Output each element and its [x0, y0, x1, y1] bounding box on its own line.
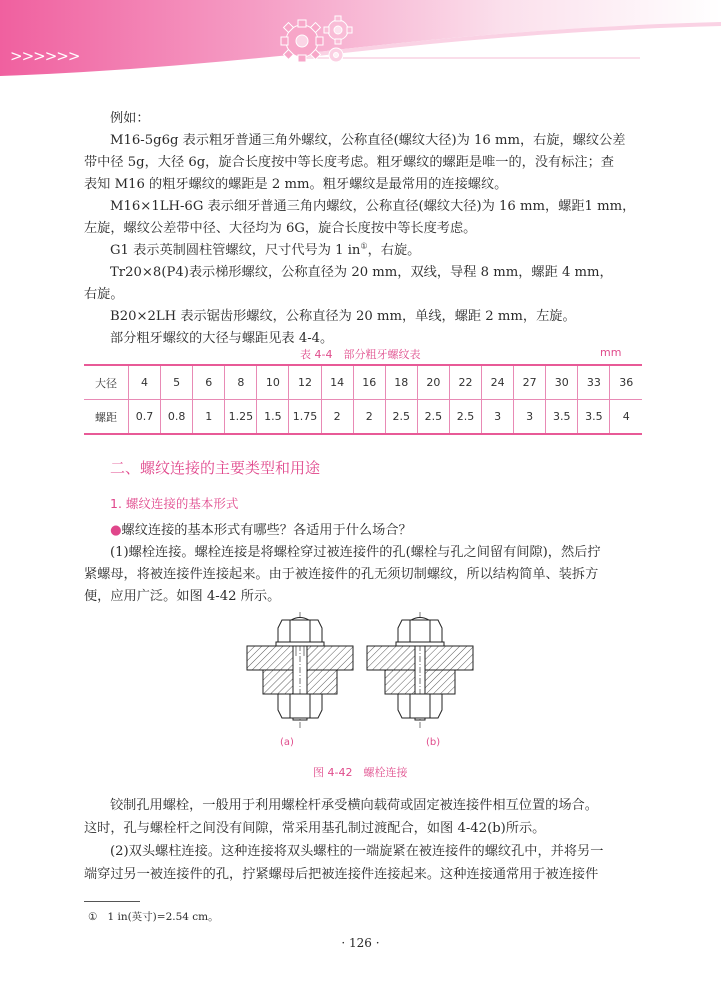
bolt-connection-drawing [245, 606, 475, 730]
table-cell: 2 [321, 400, 353, 435]
gear-icon [281, 20, 323, 62]
section-heading: 二、螺纹连接的主要类型和用途 [110, 459, 321, 477]
table-cell: 3.5 [578, 400, 610, 435]
table-cell: 18 [385, 365, 417, 400]
footnote-ref: ① [360, 241, 368, 251]
paragraph: 紧螺母，将被连接件连接起来。由于被连接件的孔无须切制螺纹，所以结构简单、装拆方 [84, 567, 599, 582]
table-cell: 16 [353, 365, 385, 400]
paragraph: 带中径 5g，大径 6g，旋合长度按中等长度考虑。粗牙螺纹的螺距是唯一的，没有标注；查 [84, 155, 614, 170]
paragraph: B20×2LH 表示锯齿形螺纹，公称直径为 20 mm，单线，螺距 2 mm，左旋。 [110, 309, 576, 324]
text-span: 螺纹连接的基本形式有哪些？各适用于什么场合？ [121, 523, 412, 538]
table-unit: mm [600, 346, 622, 359]
figure-label-a: (a) [280, 737, 294, 748]
footnote-divider [84, 901, 140, 902]
figure-label-b: (b) [426, 737, 441, 748]
subsection-heading: 1. 螺纹连接的基本形式 [110, 496, 239, 511]
paragraph: 端穿过另一被连接件的孔，拧紧螺母后把被连接件连接起来。这种连接通常用于被连接件 [84, 867, 599, 882]
paragraph: M16-5g6g 表示粗牙普通三角外螺纹，公称直径(螺纹大径)为 16 mm，右旋，螺纹公差 [110, 133, 626, 148]
table-cell: 3 [482, 400, 514, 435]
table-cell: 2.5 [417, 400, 449, 435]
bullet-icon: ● [110, 523, 122, 538]
table-cell: 4 [610, 400, 642, 435]
table-cell: 30 [546, 365, 578, 400]
thread-table [84, 364, 642, 435]
table-cell: 8 [225, 365, 257, 400]
page-number: · 126 · [341, 936, 380, 950]
paragraph: 铰制孔用螺栓，一般用于利用螺栓杆承受横向载荷或固定被连接件相互位置的场合。 [110, 798, 598, 813]
table-cell: 33 [578, 365, 610, 400]
paragraph: (1)螺栓连接。螺栓连接是将螺栓穿过被连接件的孔(螺栓与孔之间留有间隙)，然后拧 [110, 545, 601, 560]
tiny-gear-icon [329, 48, 343, 62]
paragraph: 部分粗牙螺纹的大径与螺距见表 4-4。 [110, 331, 334, 346]
table-cell: 3.5 [546, 400, 578, 435]
table-cell: 2.5 [385, 400, 417, 435]
header-band [0, 0, 721, 80]
paragraph: 这时，孔与螺栓杆之间没有间隙，常采用基孔制过渡配合，如图 4-42(b)所示。 [84, 821, 546, 836]
table-cell: 5 [161, 365, 193, 400]
bolt-figure [245, 606, 475, 734]
table-row [84, 400, 642, 435]
question [110, 520, 642, 542]
footnote [88, 909, 219, 924]
table-row [84, 365, 642, 400]
row-label: 大径 [84, 365, 129, 400]
table-cell: 0.7 [129, 400, 161, 435]
table-cell: 2.5 [449, 400, 481, 435]
row-label: 螺距 [84, 400, 129, 435]
table-cell: 4 [129, 365, 161, 400]
paragraph: (2)双头螺柱连接。这种连接将双头螺柱的一端旋紧在被连接件的螺纹孔中，并将另一 [110, 844, 604, 859]
table-cell: 1.25 [225, 400, 257, 435]
paragraph: Tr20×8(P4)表示梯形螺纹，公称直径为 20 mm，双线，导程 8 mm，螺距 4 mm， [110, 265, 613, 280]
table-cell: 3 [514, 400, 546, 435]
table-cell: 0.8 [161, 400, 193, 435]
header-chevrons: >>>>>> [10, 47, 80, 65]
table-cell: 1.5 [257, 400, 289, 435]
table-cell: 24 [482, 365, 514, 400]
table-cell: 27 [514, 365, 546, 400]
bolt-drawing-b [367, 612, 473, 728]
table-cell: 36 [610, 365, 642, 400]
footnote-text: 1 in(英寸)=2.54 cm。 [107, 911, 219, 923]
table-cell: 1 [193, 400, 225, 435]
table-caption: 表 4-4 部分粗牙螺纹表 [300, 348, 421, 361]
table-cell: 12 [289, 365, 321, 400]
table-cell: 2 [353, 400, 385, 435]
table-cell: 6 [193, 365, 225, 400]
paragraph: 便，应用广泛。如图 4-42 所示。 [84, 589, 281, 604]
paragraph: 左旋，螺纹公差带中径、大径均为 6G，旋合长度按中等长度考虑。 [84, 221, 477, 236]
paragraph [110, 240, 642, 262]
paragraph: 表知 M16 的粗牙螺纹的螺距是 2 mm。粗牙螺纹是最常用的连接螺纹。 [84, 177, 508, 192]
figure-caption: 图 4-42 螺栓连接 [313, 766, 408, 779]
paragraph: 例如： [110, 111, 150, 126]
table-cell: 22 [449, 365, 481, 400]
bolt-drawing-a [247, 612, 353, 728]
table-cell: 10 [257, 365, 289, 400]
text-span: G1 表示英制圆柱管螺纹，尺寸代号为 1 in [110, 243, 361, 258]
table-cell: 20 [417, 365, 449, 400]
paragraph: 右旋。 [84, 287, 124, 302]
footnote-mark: ① [88, 911, 98, 923]
text-span: ，右旋。 [367, 243, 421, 258]
table-cell: 1.75 [289, 400, 321, 435]
page-header [0, 0, 721, 80]
table-cell: 14 [321, 365, 353, 400]
paragraph: M16×1LH-6G 表示细牙普通三角内螺纹，公称直径(螺纹大径)为 16 mm，螺距1 mm， [110, 199, 636, 214]
